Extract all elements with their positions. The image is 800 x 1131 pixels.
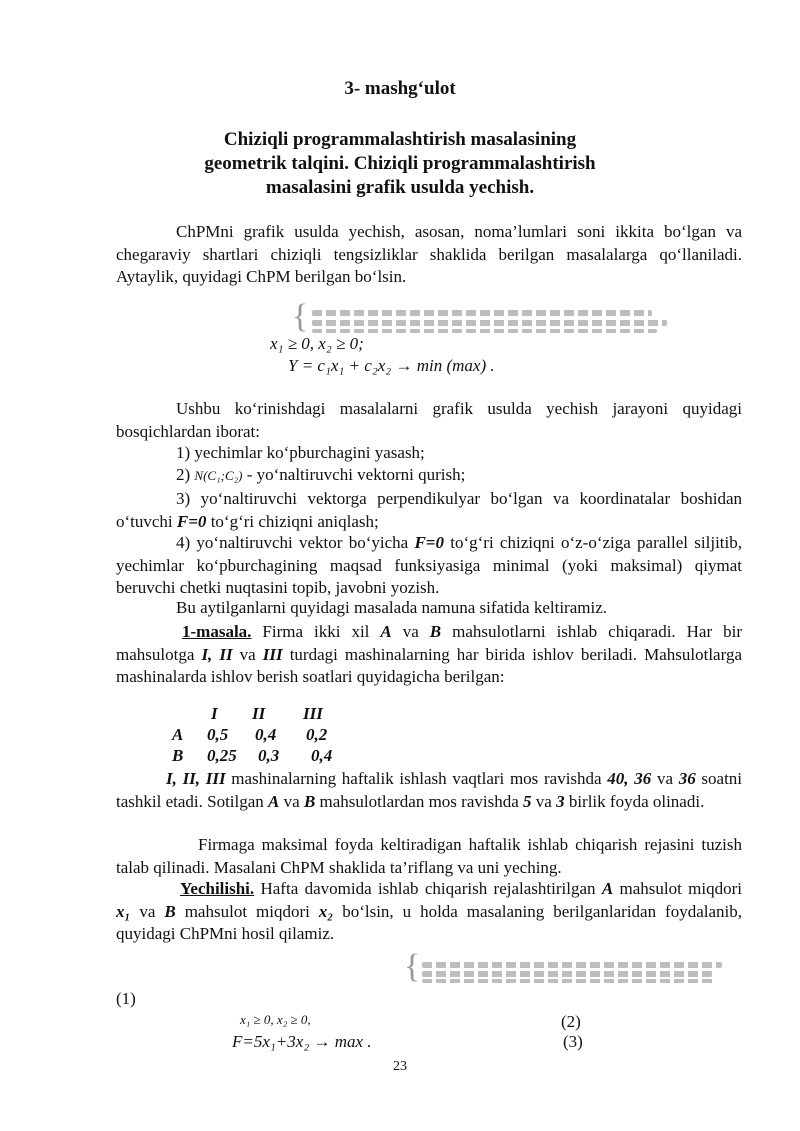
nonnegativity: x₁ ≥ 0, x₂ ≥ 0; (270, 334, 364, 353)
table-row-label-b: B (172, 746, 184, 765)
machines-list: I, II, III (166, 769, 226, 788)
nonnegativity-2: x₁ ≥ 0, x₂ ≥ 0, (240, 1012, 311, 1027)
example-intro: Bu aytilganlarni quyidagi masalada namuna sifatida keltiramiz. (176, 598, 608, 617)
paragraph-text: mahsulot miqdori (175, 901, 319, 921)
machine-iii: III (262, 644, 283, 664)
product-a: A (601, 879, 614, 898)
task-paragraph: Firmaga maksimal foyda keltiradigan haftalik ishlab chiqarish rejasini tuzish talab qilinadi. Masalani ChPM shaklida ta’riflang va uni yeching. (116, 835, 742, 877)
paragraph-text: soatni tashkil etadi. Sotilgan (116, 769, 743, 811)
objective-function: Y = c₁x₁ + c₂x₂ → min (max) . (288, 356, 495, 375)
profit-a: 5 (523, 791, 532, 811)
table-cell: 0,25 (207, 746, 237, 765)
product-b: B (164, 901, 176, 921)
blurred-line (312, 320, 667, 326)
profit-b: 3 (556, 791, 565, 811)
paragraph-text: Hafta davomida ishlab chiqarish rejalashtirilgan (254, 879, 602, 898)
step-1: 1) yechimlar ko‘pburchagini yasash; (176, 443, 425, 462)
step-4-formula: F=0 (414, 533, 444, 552)
paragraph-text: mahsulot miqdori (613, 879, 742, 898)
paragraph-text: va (279, 791, 304, 811)
solution-paragraph (116, 878, 742, 946)
step-3 (116, 488, 742, 533)
problem-text: va (391, 622, 430, 641)
table-header-ii: II (252, 704, 266, 723)
problem-text: Firma ikki xil (251, 622, 381, 641)
paragraph-text: birlik foyda olinadi. (564, 791, 705, 811)
subtitle-line-2: geometrik talqini. Chiziqli programmalashtirish (204, 153, 596, 174)
step-4-text: 4) yo‘naltiruvchi vektor bo‘yicha (176, 533, 415, 552)
variable-x1: x₁ (116, 901, 131, 921)
paragraph-text: bo‘lsin, u holda masalaning berilganlaridan foydalanib, quyidagi ChPMni hosil qilamiz. (116, 901, 742, 943)
step-2 (176, 465, 465, 485)
vector-notation: N(C₁;C₂) (194, 468, 243, 483)
subtitle-line-1: Chiziqli programmalashtirish masalasining (223, 129, 577, 150)
capacity-paragraph (116, 768, 742, 813)
solution-label: Yechilishi. (180, 879, 255, 898)
intro-paragraph: ChPMni grafik usulda yechish, asosan, noma’lumlari soni ikkita bo‘lgan va chegaraviy shartlari chiziqli tengsizliklar shaklida berilgan masalalarga qo‘llaniladi. Aytaylik, quyidagi ChPM berilgan bo‘lsin. (116, 222, 742, 286)
table-header-i: I (211, 704, 218, 723)
blurred-line (422, 979, 714, 983)
step-4 (116, 532, 742, 600)
table-row-label-a: A (172, 725, 184, 744)
problem-text: va (232, 644, 263, 664)
paragraph-text: va (531, 791, 557, 811)
constraint-system-image-2 (404, 948, 724, 985)
constraint-system-image (292, 298, 672, 335)
subtitle-line-3: masalasini grafik usulda yechish. (265, 177, 535, 198)
paragraph-text: mashinalarning haftalik ishlash vaqtlari mos ravishda (225, 769, 608, 788)
machine-ii: II (219, 644, 233, 664)
blurred-line (312, 329, 657, 333)
blurred-line (422, 971, 712, 977)
equation-number-2: (2) (561, 1012, 581, 1031)
subtitle (0, 128, 800, 200)
brace-icon: { (292, 298, 309, 335)
product-b: B (429, 622, 442, 641)
product-b: B (303, 791, 316, 811)
table-cell: 0,3 (258, 746, 280, 765)
product-a: A (380, 622, 392, 641)
step-2-text: - yo‘naltiruvchi vektorni qurish; (242, 465, 466, 484)
paragraph-text: mahsulotlardan mos ravishda (315, 791, 524, 811)
capacity-values: 40, 36 (607, 769, 652, 788)
step-2-prefix: 2) (176, 465, 191, 484)
steps-lead: Ushbu ko‘rinishdagi masalalarni grafik usulda yechish jarayoni quyidagi bosqichlardan iborat: (116, 399, 742, 441)
paragraph-text: va (651, 769, 679, 788)
step-3-formula: F=0 (176, 511, 207, 531)
capacity-value: 36 (678, 769, 696, 788)
table-cell: 0,2 (306, 725, 328, 744)
equation-number-3: (3) (563, 1032, 583, 1051)
variable-x2: x₂ (318, 901, 334, 921)
page-number: 23 (393, 1059, 407, 1074)
machine-i: I, (201, 644, 213, 664)
objective-function-2: F=5x₁+3x₂ → max . (232, 1032, 372, 1051)
blurred-line (422, 962, 722, 968)
table-cell: 0,5 (207, 725, 229, 744)
problem-label: 1-masala. (182, 622, 252, 641)
problem-text: turdagi mashinalarning har birida ishlov beriladi. Mahsulotlarga mashinalarda ishlov berish soatlari quyidagicha berilgan: (116, 644, 742, 686)
blurred-line (312, 310, 652, 316)
step-4-text-end: to‘g‘ri chiziqni o‘z-o‘ziga parallel siljitib, yechimlar ko‘pburchagining maqsad funksiyasiga minimal (yoki maksimal) qiymat beruvchi chetki nuqtasini topib, javobni yozish. (116, 533, 742, 597)
product-a: A (268, 791, 280, 811)
table-cell: 0,4 (255, 725, 277, 744)
problem-text: mahsulotlarni ishlab chiqaradi. Har bir mahsulotga (116, 622, 743, 664)
brace-icon: { (404, 948, 421, 985)
table-cell: 0,4 (311, 746, 333, 765)
step-3-text: 3) yo‘naltiruvchi vektorga perpendikulyar bo‘lgan va koordinatalar boshidan o‘tuvchi (116, 489, 742, 531)
problem-paragraph (116, 621, 742, 689)
section-title: 3- mashg‘ulot (344, 78, 456, 99)
table-header-iii: III (303, 704, 323, 723)
paragraph-text: va (130, 901, 165, 921)
equation-number-1: (1) (116, 989, 136, 1008)
step-3-text-end: to‘g‘ri chiziqni aniqlash; (206, 511, 379, 531)
